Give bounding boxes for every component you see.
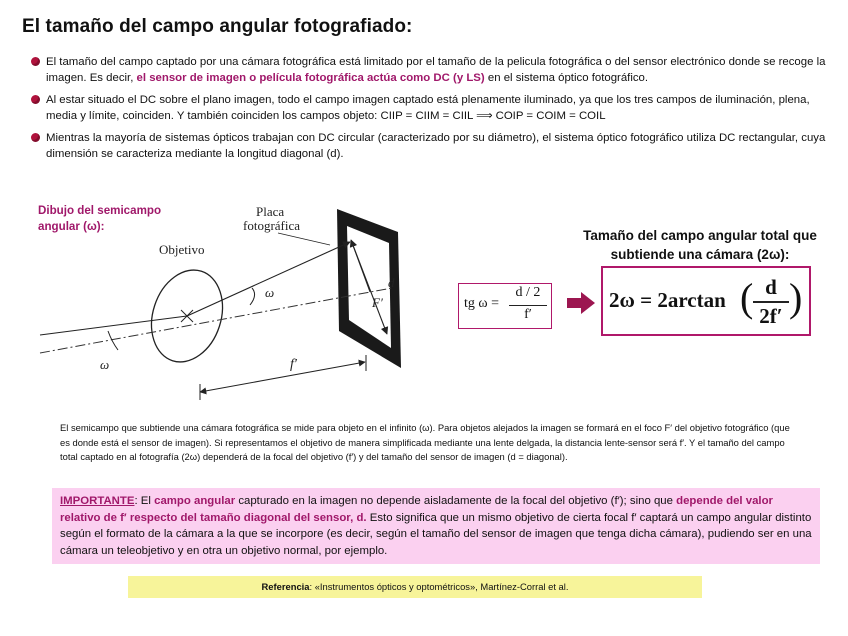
formula-tangent: [458, 283, 552, 329]
important-label: IMPORTANTE: [60, 495, 135, 507]
formula-field-angle-den: 2f′: [759, 304, 783, 328]
important-text-1: : El: [134, 495, 151, 507]
bullet-highlight: el sensor de imagen o película fotográfica actúa como DC (y LS): [136, 72, 485, 84]
paren-right: ): [789, 275, 803, 320]
plate-pointer: [278, 233, 330, 245]
formula-tangent-den: f′: [524, 307, 532, 322]
diagram-label: Dibujo del semicampo angular (ω):: [38, 204, 162, 233]
reference-label: Referencia: [261, 581, 310, 592]
explanation-paragraph: El semicampo que subtiende una cámara fotográfica se mide para objeto en el infinito (ω). Para objetos alejados la imagen se formará en el foco F′ del objetivo fotográfico (que es donde está el sensor de imagen). Si representamos el objetivo de manera simplificada mediante una lente delgada, la distancia lente-sensor será f′. Y el tamaño del campo total captado en al fotografía (2ω) dependerá de la focal del objetivo (f′) y del tamaño del sensor de imagen (d = diagonal).: [60, 422, 790, 462]
focal-length-arrow: [200, 362, 365, 392]
important-text-3: Esto significa que un mismo objetivo de cierta focal f′ captará un campo angular distinto según el formato de la cámara a la que se incorpore (es decir, según el tamaño del sensor de imagen que tenga dicha cámara), pudiendo ser en una cámara un teleobjetivo y en otra un objetivo normal, por ejemplo.: [60, 511, 812, 557]
formula-field-angle: [601, 266, 811, 336]
formula-tangent-lhs: tg ω =: [464, 296, 499, 311]
reference-box: [128, 576, 702, 598]
omega-label-image: ω: [265, 285, 275, 300]
reference-text: : «Instrumentos ópticos y optométricos», Martínez-Corral et al.: [309, 581, 569, 592]
page-title: El tamaño del campo angular fotografiado:: [22, 16, 413, 37]
bullet-text: Mientras la mayoría de sistemas ópticos trabajan con DC circular (caracterizado por su diámetro), el sistema óptico fotográfico utiliza DC rectangular, cuya dimensión se caracteriza mediante la longitud diagonal (d).: [46, 132, 826, 160]
d-label: d: [388, 275, 395, 290]
right-arrow-icon: [567, 292, 595, 314]
fraction-bar: [509, 305, 547, 306]
bullet-text: El tamaño del campo captado por una cámara fotográfica está limitado por el tamaño de la pelicula fotográfica o del sensor electrónico donde se recoge la imagen. Es decir,: [46, 56, 826, 84]
incoming-ray: [40, 316, 187, 335]
omega-arc-image: [250, 288, 255, 305]
fraction-bar: [753, 301, 789, 303]
chief-ray: [187, 242, 350, 316]
objective-label: Objetivo: [159, 242, 205, 257]
formula-heading: Tamaño del campo angular total que subtiende una cámara (2ω):: [583, 228, 817, 262]
bullet-text-end: en el sistema óptico fotográfico.: [487, 72, 649, 84]
important-box: [52, 488, 820, 564]
paren-left: (: [740, 275, 754, 320]
plate-label-1: Placa: [256, 204, 285, 219]
important-text-2: capturado en la imagen no depende aisladamente de la focal del objetivo (f′); sino que: [238, 495, 673, 507]
F-prime-label: F′: [372, 295, 383, 310]
camera-diagram: [0, 0, 440, 420]
formula-tangent-num: d / 2: [515, 285, 541, 300]
formula-field-angle-num: d: [765, 275, 777, 299]
f-prime-label: f′: [290, 357, 297, 372]
bullet-text: Al estar situado el DC sobre el plano imagen, todo el campo imagen captado está plenamente iluminado, ya que los tres campos de iluminación, plena, media y límite, coinciden. Y también coinciden los campos objeto: CIIP = CIIM = CIIL ⟹ COIP = COIM = COIL: [46, 94, 810, 122]
omega-arc-object: [108, 331, 118, 350]
important-highlight-1: campo angular: [154, 495, 236, 507]
omega-label-object: ω: [100, 357, 110, 372]
important-highlight-2: depende del valor relativo de f′ respecto del tamaño diagonal del sensor, d.: [60, 495, 773, 524]
formula-field-angle-lhs: 2ω = 2arctan: [609, 288, 726, 312]
plate-label-2: fotográfica: [243, 218, 301, 233]
